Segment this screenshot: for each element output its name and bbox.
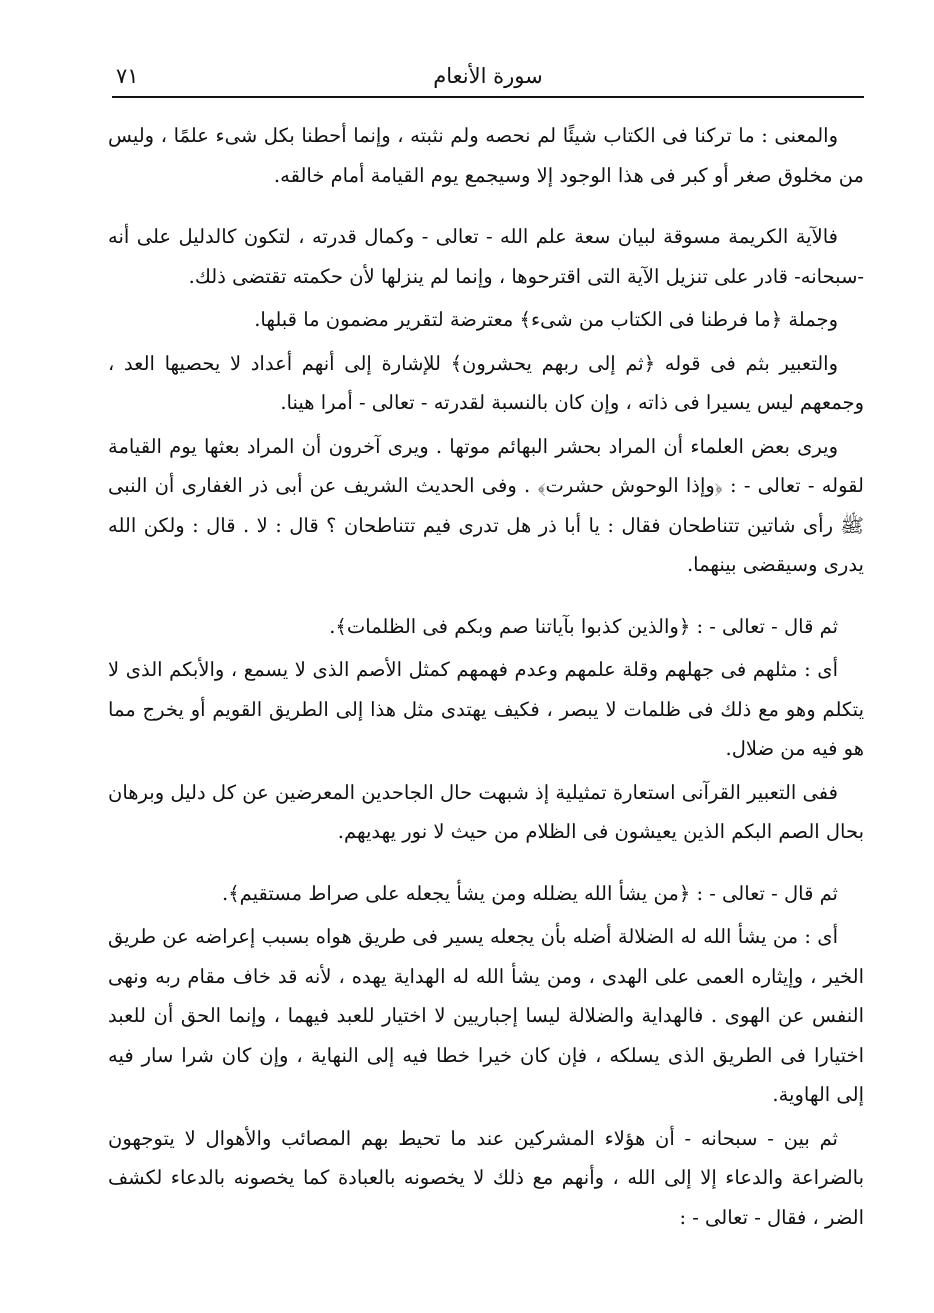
paragraph: ويرى بعض العلماء أن المراد بحشر البهائم موتها . ويرى آخرون أن المراد بعثها يوم القيامة لقوله - تعالى - : ﴿وإذا الوحوش حشرت﴾ . وفى الحديث الشريف عن أبى ذر الغفارى أن النبى ﷺ رأى شاتين تتناطحان فقال : يا أبا ذر هل تدرى فيم تتناطحان ؟ قال : لا . قال : ولكن الله يدرى وسيقضى بينهما. — [108, 434, 864, 576]
paragraph: ثم قال - تعالى - : ﴿من يشأ الله يضلله ومن يشأ يجعله على صراط مستقيم﴾. — [222, 881, 838, 905]
paragraph: وجملة ﴿ما فرطنا فى الكتاب من شىء﴾ معترضة لتقرير مضمون ما قبلها. — [254, 308, 838, 331]
paragraph: فالآية الكريمة مسوقة لبيان سعة علم الله - تعالى - وكمال قدرته ، لتكون كالدليل على أنه -سبحانه- قادر على تنزيل الآية التى اقترحوها ، وإنما لم ينزلها لأن حكمته تقتضى ذلك. — [108, 225, 864, 288]
paragraph: ثم قال - تعالى - : ﴿والذين كذبوا بآياتنا صم وبكم فى الظلمات﴾. — [329, 614, 838, 638]
page-header — [112, 62, 864, 98]
paragraph: ثم بين - سبحانه - أن هؤلاء المشركين عند ما تحيط بهم المصائب والأهوال لا يتوجهون بالضراعة والدعاء إلا إلى الله ، وأنهم مع ذلك لا يخصونه بالعبادة كما يخصونه بالدعاء لكشف الضر ، فقال - تعالى - : — [108, 1126, 864, 1229]
paragraph: أى : من يشأ الله له الضلالة أضله بأن يجعله يسير فى طريق هواه بسبب إعراضه عن طريق الخير ، وإيثاره العمى على الهدى ، ومن يشأ الله له الهداية يهده ، لأنه قد خاف مقام ربه ونهى النفس عن الهوى . فالهداية والضلالة ليسا إجباريين لا اختيار للعبد فيهما ، وإنما الحق أن للعبد اختيارا فى الطريق الذى يسلكه ، فإن كان خيرا خطا فيه إلى النهاية ، وإن كان شرا سار فيه إلى الهاوية. — [108, 925, 864, 1106]
paragraph: أى : مثلهم فى جهلهم وقلة علمهم وعدم فهمهم كمثل الأصم الذى لا يسمع ، والأبكم الذى لا يتكلم وهو مع ذلك فى ظلمات لا يبصر ، فكيف يهتدى مثل هذا إلى الطريق القويم أو يخرج مما هو فيه من ضلال. — [108, 658, 864, 760]
paragraph: والمعنى : ما تركنا فى الكتاب شيئًا لم نحصه ولم نثبته ، وإنما أحطنا بكل شىء علمًا ، وليس من مخلوق صغر أو كبر فى هذا الوجود إلا وسيجمع يوم القيامة أمام خالقه. — [108, 124, 864, 187]
running-title: سورة الأنعام — [433, 64, 543, 88]
page-number: ٧١ — [116, 64, 139, 88]
paragraph: ففى التعبير القرآنى استعارة تمثيلية إذ شبهت حال الجاحدين المعرضين عن كل دليل وبرهان بحال الصم البكم الذين يعيشون فى الظلام من حيث لا نور يهديهم. — [108, 780, 864, 843]
paragraph: والتعبير بثم فى قوله ﴿ثم إلى ربهم يحشرون﴾ للإشارة إلى أنهم أعداد لا يحصيها العد ، وجمعهم ليس يسيرا فى ذاته ، وإن كان بالنسبة لقدرته - تعالى - أمرا هينا. — [108, 351, 864, 414]
page-body — [108, 116, 864, 1237]
